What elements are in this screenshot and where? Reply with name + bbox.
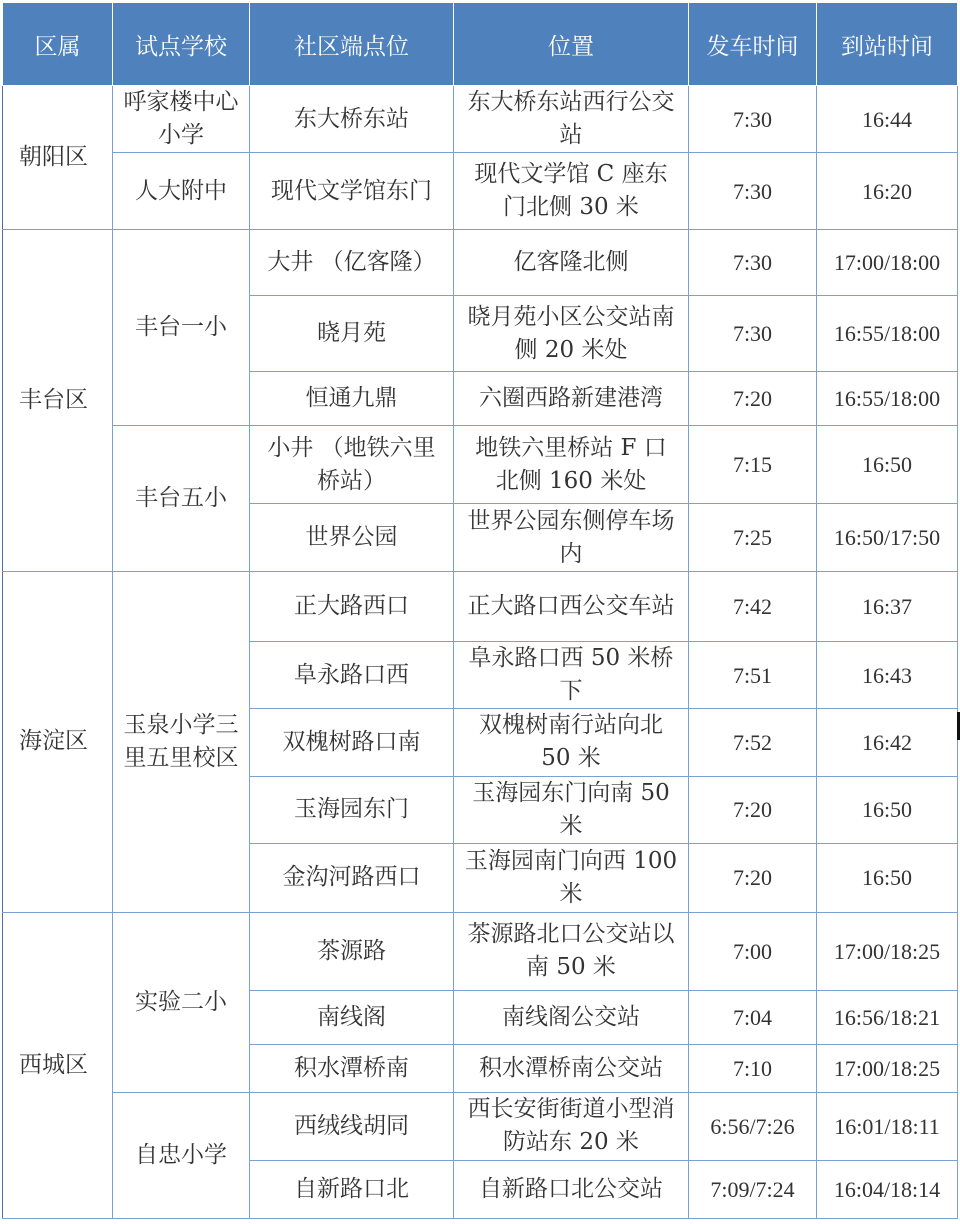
district-cell: 海淀区 <box>3 572 113 912</box>
depart-cell: 7:42 <box>689 572 817 642</box>
stop-cell: 自新路口北 <box>250 1160 454 1218</box>
table-row <box>3 912 958 990</box>
stop-cell: 茶源路 <box>250 912 454 990</box>
arrive-cell: 16:04/18:14 <box>817 1160 958 1218</box>
location-cell: 世界公园东侧停车场内 <box>454 504 689 572</box>
school-cell: 丰台五小 <box>113 426 250 572</box>
depart-cell: 7:09/7:24 <box>689 1160 817 1218</box>
header-arrive-time: 到站时间 <box>817 3 958 86</box>
depart-cell: 7:25 <box>689 504 817 572</box>
stop-cell: 积水潭桥南 <box>250 1044 454 1092</box>
location-cell: 双槐树南行站向北 50 米 <box>454 709 689 776</box>
depart-cell: 7:20 <box>689 372 817 426</box>
stop-cell: 小井 （地铁六里桥站） <box>250 426 454 504</box>
depart-cell: 7:52 <box>689 709 817 776</box>
stop-cell: 西绒线胡同 <box>250 1092 454 1160</box>
table-row <box>3 572 958 642</box>
school-cell: 玉泉小学三里五里校区 <box>113 572 250 912</box>
arrive-cell: 17:00/18:25 <box>817 912 958 990</box>
stop-cell: 恒通九鼎 <box>250 372 454 426</box>
location-cell: 现代文学馆 C 座东门北侧 30 米 <box>454 153 689 230</box>
school-cell: 人大附中 <box>113 153 250 230</box>
table-row <box>3 230 958 296</box>
depart-cell: 7:30 <box>689 296 817 372</box>
table-row <box>3 1092 958 1160</box>
depart-cell: 7:30 <box>689 86 817 153</box>
location-cell: 西长安街街道小型消防站东 20 米 <box>454 1092 689 1160</box>
arrive-cell: 16:42 <box>817 709 958 776</box>
table-header <box>3 3 958 86</box>
depart-cell: 7:20 <box>689 776 817 843</box>
stop-cell: 双槐树路口南 <box>250 709 454 776</box>
school-cell: 自忠小学 <box>113 1092 250 1218</box>
table-row <box>3 86 958 153</box>
district-cell: 朝阳区 <box>3 86 113 230</box>
stop-cell: 正大路西口 <box>250 572 454 642</box>
arrive-cell: 16:43 <box>817 642 958 709</box>
stop-cell: 晓月苑 <box>250 296 454 372</box>
location-cell: 晓月苑小区公交站南侧 20 米处 <box>454 296 689 372</box>
depart-cell: 7:15 <box>689 426 817 504</box>
stop-cell: 大井 （亿客隆） <box>250 230 454 296</box>
arrive-cell: 16:01/18:11 <box>817 1092 958 1160</box>
header-location: 位置 <box>454 3 689 86</box>
arrive-cell: 16:50 <box>817 426 958 504</box>
table-row <box>3 426 958 504</box>
location-cell: 南线阁公交站 <box>454 990 689 1044</box>
depart-cell: 7:04 <box>689 990 817 1044</box>
location-cell: 自新路口北公交站 <box>454 1160 689 1218</box>
location-cell: 东大桥东站西行公交站 <box>454 86 689 153</box>
arrive-cell: 16:50 <box>817 776 958 843</box>
stop-cell: 世界公园 <box>250 504 454 572</box>
stop-cell: 金沟河路西口 <box>250 843 454 912</box>
stop-cell: 阜永路口西 <box>250 642 454 709</box>
arrive-cell: 16:44 <box>817 86 958 153</box>
shuttle-schedule-table <box>2 2 958 1219</box>
district-cell: 丰台区 <box>3 230 113 572</box>
arrive-cell: 16:20 <box>817 153 958 230</box>
location-cell: 阜永路口西 50 米桥下 <box>454 642 689 709</box>
stop-cell: 玉海园东门 <box>250 776 454 843</box>
location-cell: 玉海园南门向西 100 米 <box>454 843 689 912</box>
district-cell: 西城区 <box>3 912 113 1218</box>
stop-cell: 东大桥东站 <box>250 86 454 153</box>
depart-cell: 7:30 <box>689 153 817 230</box>
depart-cell: 7:20 <box>689 843 817 912</box>
location-cell: 正大路口西公交车站 <box>454 572 689 642</box>
header-school: 试点学校 <box>113 3 250 86</box>
header-district: 区属 <box>3 3 113 86</box>
arrive-cell: 16:56/18:21 <box>817 990 958 1044</box>
header-row <box>3 3 958 86</box>
stop-cell: 南线阁 <box>250 990 454 1044</box>
arrive-cell: 16:37 <box>817 572 958 642</box>
depart-cell: 7:51 <box>689 642 817 709</box>
location-cell: 亿客隆北侧 <box>454 230 689 296</box>
location-cell: 茶源路北口公交站以南 50 米 <box>454 912 689 990</box>
location-cell: 地铁六里桥站 F 口北侧 160 米处 <box>454 426 689 504</box>
arrive-cell: 16:50/17:50 <box>817 504 958 572</box>
depart-cell: 7:00 <box>689 912 817 990</box>
location-cell: 积水潭桥南公交站 <box>454 1044 689 1092</box>
header-depart-time: 发车时间 <box>689 3 817 86</box>
depart-cell: 6:56/7:26 <box>689 1092 817 1160</box>
depart-cell: 7:10 <box>689 1044 817 1092</box>
header-stop: 社区端点位 <box>250 3 454 86</box>
school-cell: 丰台一小 <box>113 230 250 426</box>
school-cell: 实验二小 <box>113 912 250 1092</box>
arrive-cell: 16:50 <box>817 843 958 912</box>
table-body <box>3 86 958 1219</box>
depart-cell: 7:30 <box>689 230 817 296</box>
table-row <box>3 153 958 230</box>
arrive-cell: 16:55/18:00 <box>817 296 958 372</box>
arrive-cell: 16:55/18:00 <box>817 372 958 426</box>
arrive-cell: 17:00/18:25 <box>817 1044 958 1092</box>
arrive-cell: 17:00/18:00 <box>817 230 958 296</box>
location-cell: 玉海园东门向南 50 米 <box>454 776 689 843</box>
location-cell: 六圈西路新建港湾 <box>454 372 689 426</box>
school-cell: 呼家楼中心小学 <box>113 86 250 153</box>
stop-cell: 现代文学馆东门 <box>250 153 454 230</box>
